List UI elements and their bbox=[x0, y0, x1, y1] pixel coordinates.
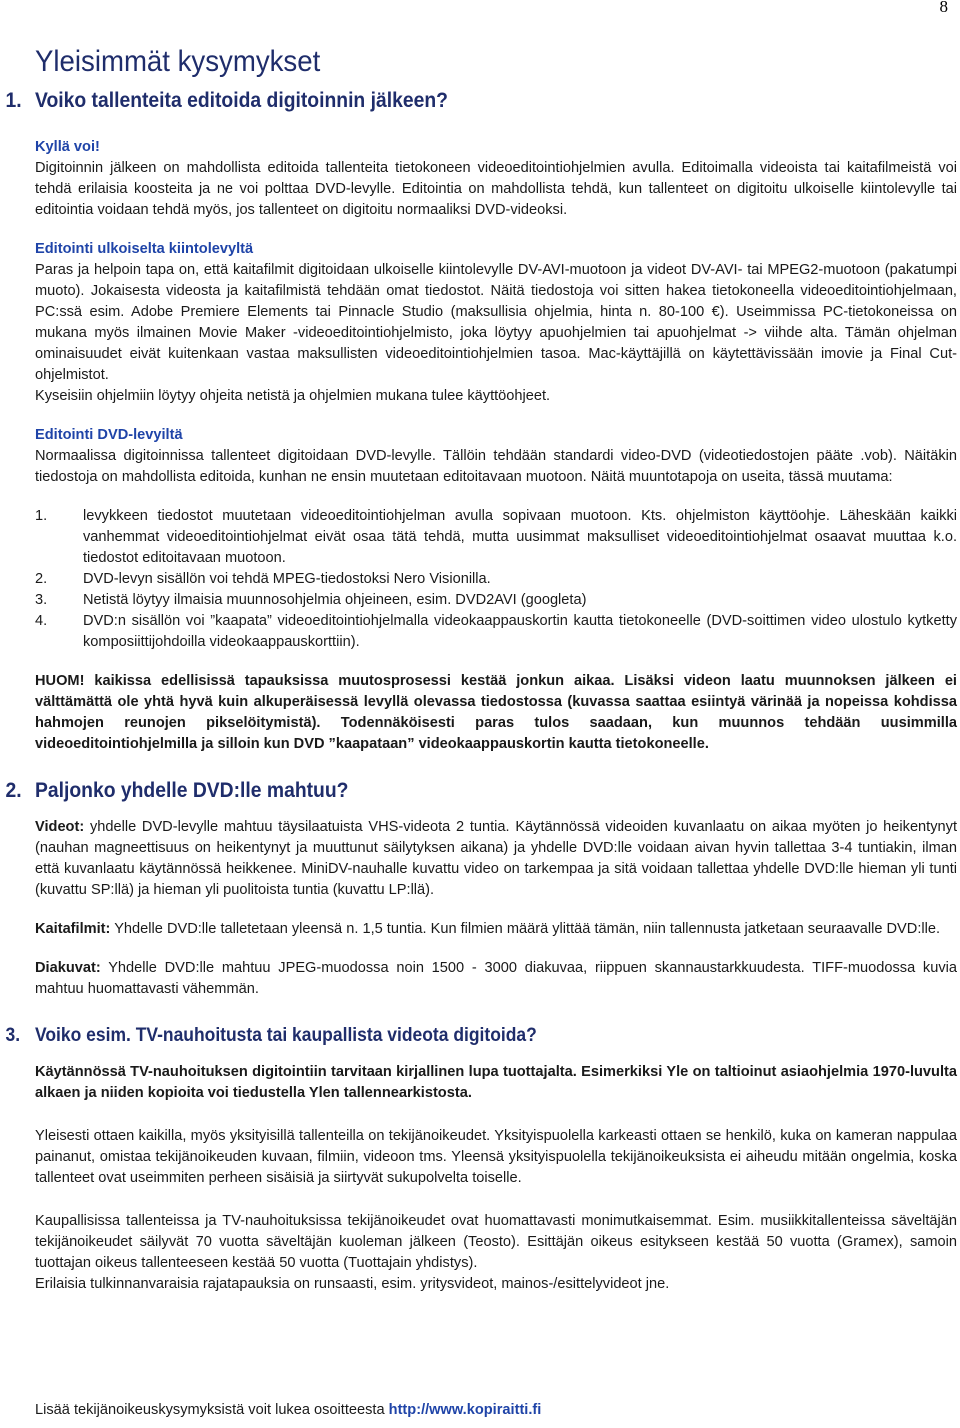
footer-text: Lisää tekijänoikeuskysymyksistä voit lukea osoitteesta bbox=[35, 1402, 389, 1418]
list-item: 4. DVD:n sisällön voi ”kaapata” videoeditointiohjelmalla videokaappauskortin kautta tietokoneelle (DVD-soittimen video ulostulo kytketty komposiittijohdoilla videokaappauskorttiin). bbox=[35, 613, 957, 650]
list-item: 2. DVD-levyn sisällön voi tehdä MPEG-tiedostoksi Nero Visionilla. bbox=[35, 571, 491, 587]
question-3-number: 3. bbox=[5, 1025, 21, 1046]
copyright-paragraph-1: Yleisesti ottaen kaikilla, myös yksityisillä tallenteilla on tekijänoikeudet. Yksityispuolella karkeasti ottaen se henkilö, kuka on kameran nappulaa painanut, omistaa tekijänoikeuden kuvaan, filmiin, videoon tms. Yleensä yksityispuolella tekijänoikeuksista ei aiheudu mitään ongelmia, koska tallenteet ovat useimmiten perheen sisäisiä ja siirtyvät sukupolvelta toiselle. bbox=[35, 1128, 957, 1186]
question-2-text: Paljonko yhdelle DVD:lle mahtuu? bbox=[35, 779, 349, 802]
question-2-number: 2. bbox=[5, 779, 22, 802]
page-title: Yleisimmät kysymykset bbox=[35, 45, 321, 78]
question-2-heading bbox=[5, 777, 883, 805]
question-1-heading bbox=[5, 87, 883, 115]
warning-paragraph: HUOM! kaikissa edellisissä tapauksissa muutosprosessi kestää jonkun aikaa. Lisäksi videon laatu muunnoksen jälkeen ei välttämättä ole yhtä hyvä kuin alkuperäisessä levyllä olevassa tiedostossa (kuvassa saattaa esiintyä värinää ja nopeissa kohdissa hahmojen reunojen pikselöitymistä). Todennäköisesti paras tulos saadaan, kun muunnos tehdään uusimmilla videoeditointiohjelmilla ja silloin kun DVD ”kaapataan” videokaappauskortin kautta tietokoneelle. bbox=[35, 673, 957, 752]
dvd-editing-heading: Editointi DVD-levyiltä bbox=[35, 427, 183, 443]
copyright-paragraph-3: Erilaisia tulkinnanvaraisia rajatapauksia on runsaasti, esim. yritysvideot, mainos-/esittelyvideot jne. bbox=[35, 1276, 670, 1292]
kopiraitti-link[interactable]: http://www.kopiraitti.fi bbox=[388, 1402, 542, 1418]
question-3-heading bbox=[5, 1022, 883, 1050]
question-1-text: Voiko tallenteita editoida digitoinnin jälkeen? bbox=[35, 89, 448, 112]
videos-paragraph: Videot: yhdelle DVD-levylle mahtuu täysilaatuista VHS-videota 2 tuntia. Käytännössä videoiden kuvanlaatu on aikaa myöten jo heikentynyt (nauhan magneettisuus on heikentynyt ja muuttunut säilytyksen aikana) ja yhdelle DVD:lle voidaan aivan hyvin tallettaa 3-4 tuntiakin, ilman että kuvanlaatu käytännössä heikkenee. MiniDV-nauhalle kuvattu video on tarkempaa ja sitä voidaan tallettaa yhdelle DVD:lle hieman yli tunti (kuvattu SP:llä) ja hieman yli puolitoista tuntia (kuvattu LP:llä). bbox=[35, 819, 957, 898]
question-3-text: Voiko esim. TV-nauhoitusta tai kaupallista videota digitoida? bbox=[35, 1025, 537, 1046]
list-item: 1. levykkeen tiedostot muutetaan videoeditointiohjelman avulla sopivaan muotoon. Kts. ohjelmiston käyttöohje. Läheskään kaikki vanhemmat videoeditointiohjelmat eivät osaa tätä tehdä, mutta uusimmat maksulliset videoeditointiohjelmat osaavat muuttaa k.o. tiedostot editoitavaan muotoon. bbox=[35, 508, 957, 566]
answer-yes: Kyllä voi! bbox=[35, 139, 100, 155]
page-number: 8 bbox=[939, 0, 948, 16]
external-drive-note: Kyseisiin ohjelmiin löytyy ohjeita netistä ja ohjelmien mukana tulee käyttöohjeet. bbox=[35, 388, 551, 404]
tv-permission-paragraph: Käytännössä TV-nauhoituksen digitointiin tarvitaan kirjallinen lupa tuottajalta. Esimerkiksi Yle on taltioinut asiaohjelmia 1970-luvulta alkaen ja niiden kopioita voi tiedustella Ylen tallennearkistosta. bbox=[35, 1064, 957, 1101]
copyright-paragraph-2: Kaupallisissa tallenteissa ja TV-nauhoituksissa tekijänoikeudet ovat huomattavasti monimutkaisemmat. Esim. musiikkitallenteissa säveltäjän tekijänoikeudet säilyvät 70 vuotta säveltäjän kuoleman jälkeen (Teosto). Esittäjän oikeus esitykseen kestää 50 vuotta (Gramex), samoin tuottajan oikeus tallenteeseen kestää 50 vuotta (Tuottajain yhdistys). bbox=[35, 1213, 957, 1271]
conversion-methods-list bbox=[35, 506, 957, 653]
q1-intro-paragraph: Digitoinnin jälkeen on mahdollista editoida tallenteita tietokoneen videoeditointiohjelmien avulla. Editoimalla videoista tai kaitafilmeistä voi tehdä erilaisia koosteita ja ne voi polttaa DVD-levylle. Editointia on mahdollista tehdä, kun tallenteet on digitoitu ulkoiselle kiintolevylle tai editointia voidaan tehdä myös, jos tallenteet on digitoitu normaaliksi DVD-videoksi. bbox=[35, 160, 957, 218]
slides-paragraph: Diakuvat: Yhdelle DVD:lle mahtuu JPEG-muodossa noin 1500 - 3000 diakuvaa, riippuen skannaustarkkuudesta. TIFF-muodossa kuvia mahtuu huomattavasti vähemmän. bbox=[35, 960, 958, 997]
external-drive-heading: Editointi ulkoiselta kiintolevyltä bbox=[35, 241, 254, 257]
external-drive-paragraph: Paras ja helpoin tapa on, että kaitafilmit digitoidaan ulkoiselle kiintolevylle DV-AVI-muotoon ja videot DV-AVI- tai MPEG2-muotoon (pakatumpi muoto). Jokaisesta videosta ja kaitafilmistä tehdään omat tiedostot. Näitä tiedostoja voi sitten hakea tietokoneella videoeditointiohjelmaan, PC:ssä esim. Adobe Premiere Elements tai Pinnacle Studio (maksullisia ohjelmia, hinta n. 80-100 €). Useimmissa PC-tietokoneissa on mukana myös ilmainen Movie Maker -videoeditointiohjelmisto, joka löytyy apuohjelmien tai apuohjelmat -> viihde alta. Tämän ohjelman ominaisuudet eivät kuitenkaan vastaa maksullisten videoeditointiohjelmien tasoa. Mac-käyttäjillä on käytettävissään imovie ja Final Cut-ohjelmistot. bbox=[35, 262, 957, 383]
document-body bbox=[5, 44, 958, 1295]
list-item: 3. Netistä löytyy ilmaisia muunnosohjelmia ohjeineen, esim. DVD2AVI (googleta) bbox=[35, 592, 587, 608]
dvd-editing-paragraph: Normaalissa digitoinnissa tallenteet digitoidaan DVD-levylle. Tällöin tehdään standardi video-DVD (videotiedostojen pääte .vob). Näitäkin tiedostoja on mahdollista editoida, kunhan ne ensin muutetaan editoitavaan muotoon. Näitä muuntotapoja on useita, tässä muutama: bbox=[35, 448, 957, 485]
question-1-number: 1. bbox=[5, 89, 22, 112]
films-paragraph: Kaitafilmit: Yhdelle DVD:lle talletetaan yleensä n. 1,5 tuntia. Kun filmien määrä ylittää tämän, niin tallennusta jatketaan seuraavalle DVD:lle. bbox=[35, 921, 941, 937]
footer bbox=[35, 1400, 541, 1421]
